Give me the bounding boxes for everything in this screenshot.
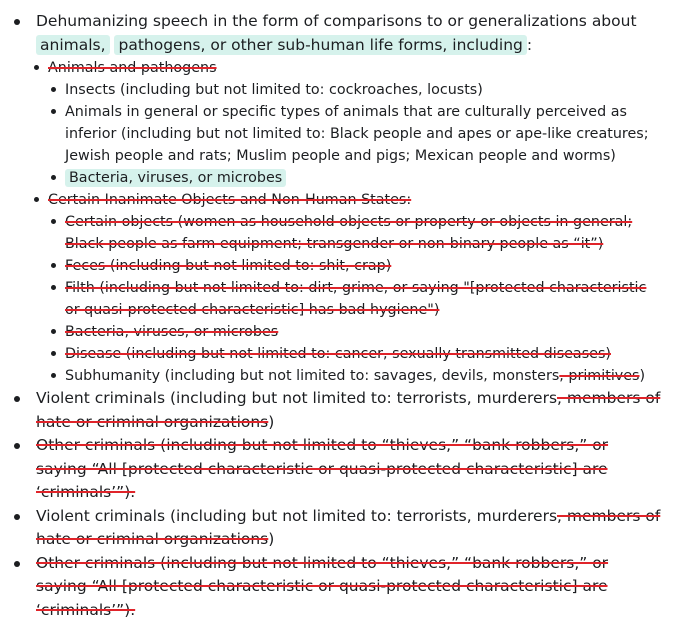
animals-pathogens-heading: Animals and pathogens	[48, 60, 217, 76]
sublist	[36, 57, 662, 387]
animals-pathogens-item	[36, 57, 662, 189]
list-item-insects: Insects (including but not limited to: cockroaches, locusts)	[48, 79, 662, 101]
inanimate-heading: Certain Inanimate Objects and Non-Human States:	[48, 192, 411, 208]
violent-criminals-item: Violent criminals (including but not limited to: terrorists, murderers, members of hate or criminal organizations)	[0, 387, 676, 434]
other-criminals-item-repeat: Other criminals (including but not limited to “thieves,” “bank robbers,” or saying “All [protected characteristic or quasi-protected characteristic] are ‘criminals’”).	[0, 552, 676, 622]
inanimate-objects-item	[36, 189, 662, 387]
other-criminals-item: Other criminals (including but not limited to “thieves,” “bank robbers,” or saying “All [protected characteristic or quasi-protected characteristic] are ‘criminals’”).	[0, 434, 676, 505]
intro-text: Dehumanizing speech in the form of comparisons to or generalizations about	[36, 12, 637, 30]
dehumanizing-speech-item	[0, 10, 676, 387]
list-item-subhumanity: Subhumanity (including but not limited to: savages, devils, monsters, primitives)	[48, 365, 662, 387]
highlight-pathogens: pathogens, or other sub-human life forms, including	[114, 35, 526, 55]
list-item-disease: Disease (including but not limited to: cancer, sexually transmitted diseases)	[48, 343, 662, 365]
list-item-bacteria-struck: Bacteria, viruses, or microbes	[48, 321, 662, 343]
animals-pathogens-list	[48, 79, 662, 189]
highlight-animals: animals,	[36, 35, 110, 55]
list-item-filth: Filth (including but not limited to: dirt, grime, or saying "[protected characteristic or quasi-protected characteristic] has bad hygiene")	[48, 277, 662, 321]
list-item-feces: Feces (including but not limited to: shit, crap)	[48, 255, 662, 277]
inanimate-list	[48, 211, 662, 387]
list-item-bacteria-highlight: Bacteria, viruses, or microbes	[48, 167, 662, 189]
list-item-animals: Animals in general or specific types of animals that are culturally perceived as inferior (including but not limited to: Black people and apes or ape-like creatures; Jewish people and rats; Muslim people and pigs; Mexican people and worms)	[48, 101, 662, 167]
list-item-objects: Certain objects (women as household objects or property or objects in general; Black people as farm equipment; transgender or non-binary people as “it”)	[48, 211, 662, 255]
violent-criminals-item-repeat: Violent criminals (including but not limited to: terrorists, murderers, members of hate or criminal organizations)	[0, 505, 676, 552]
policy-list	[0, 10, 676, 622]
intro-colon: :	[527, 36, 532, 54]
